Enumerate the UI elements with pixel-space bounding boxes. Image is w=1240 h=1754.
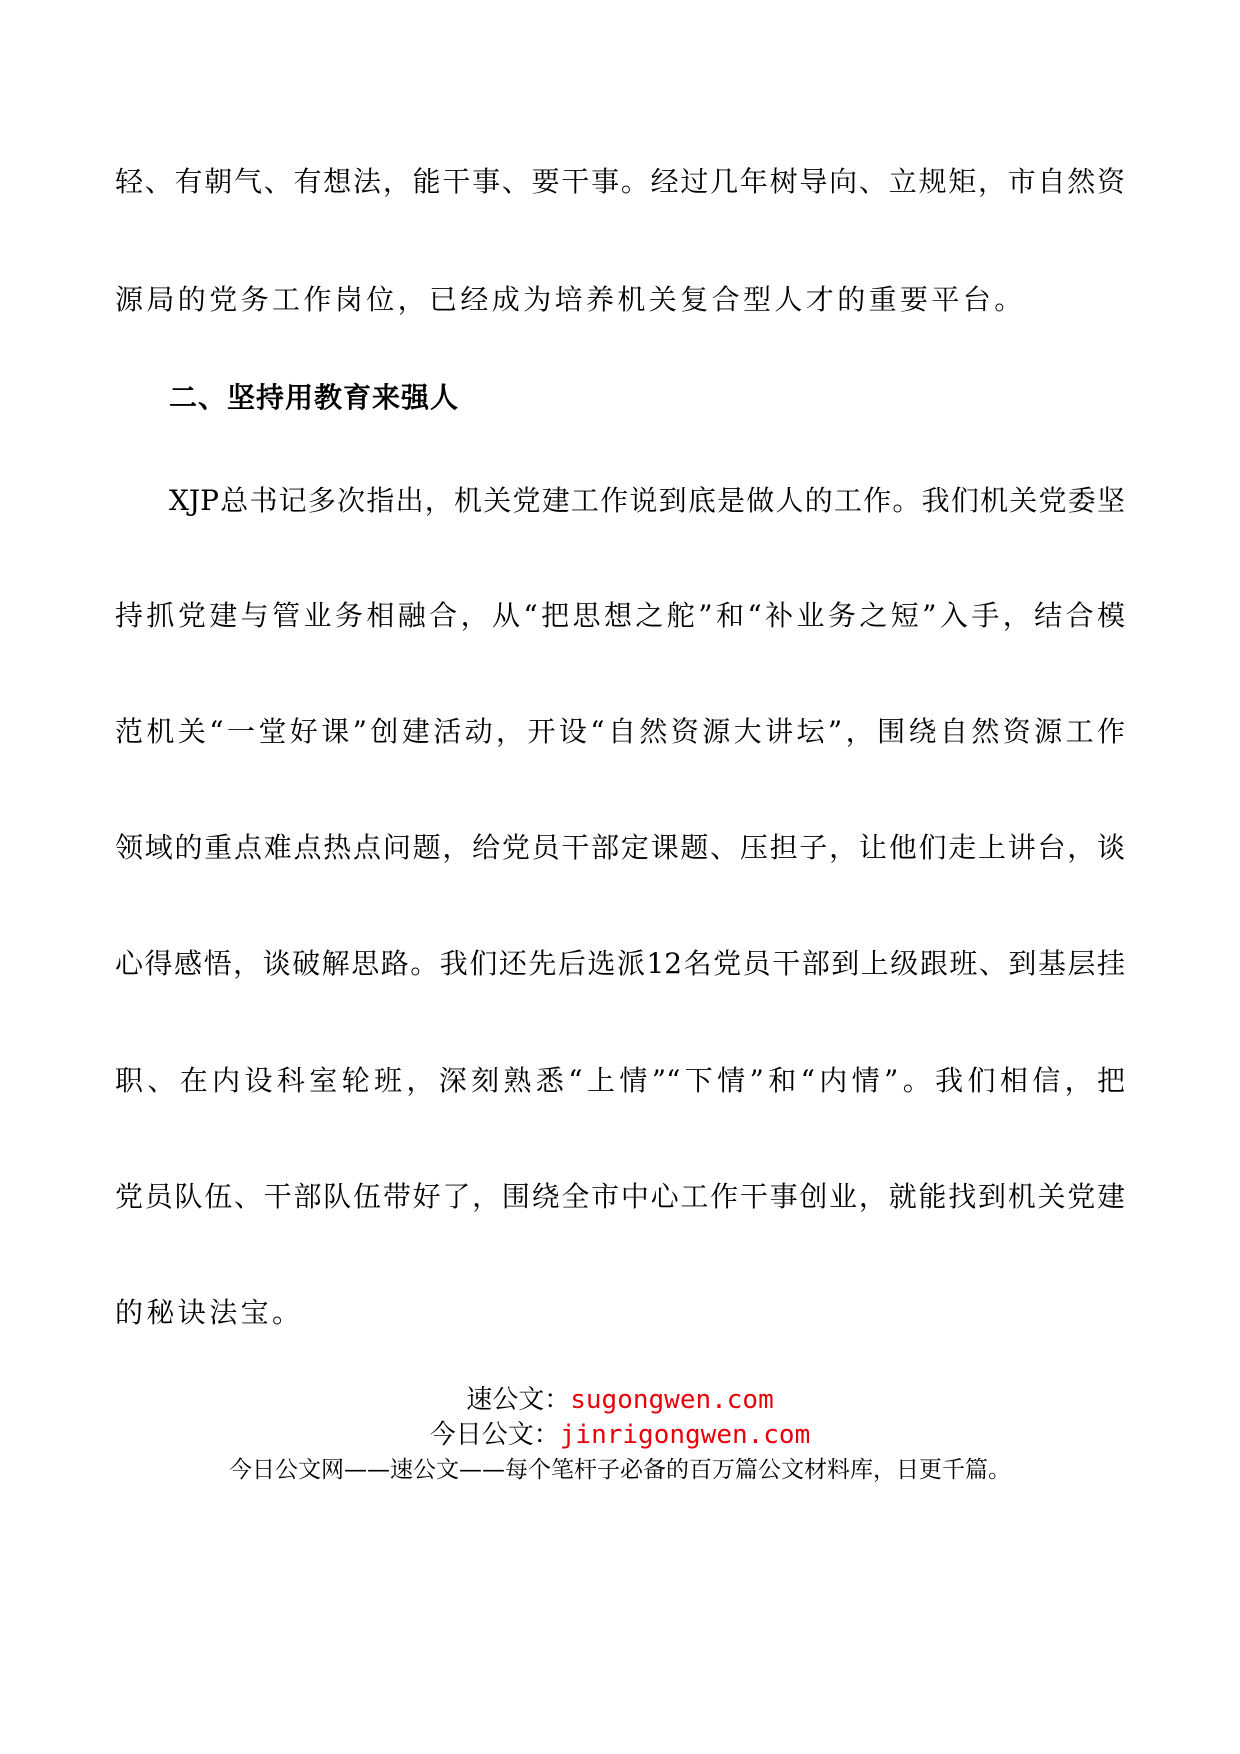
paragraph-line: 职、在内设科室轮班，深刻熟悉“上情”“下情”和“内情”。我们相信，把 <box>115 1064 1125 1097</box>
footer-site-label: 速公文： <box>466 1385 571 1415</box>
footer-site-sugongwen <box>0 1383 1240 1417</box>
footer-site-link[interactable]: sugongwen.com <box>570 1385 774 1415</box>
footer-site-label: 今日公文： <box>429 1420 560 1450</box>
paragraph-line: 范机关“一堂好课”创建活动，开设“自然资源大讲坛”，围绕自然资源工作 <box>115 715 1125 748</box>
paragraph-line: 的秘诀法宝。 <box>115 1296 304 1329</box>
footer-site-jinrigongwen <box>0 1418 1240 1452</box>
footer-slogan: 今日公文网——速公文——每个笔杆子必备的百万篇公文材料库，日更千篇。 <box>229 1457 1011 1483</box>
paragraph-line: 领域的重点难点热点问题，给党员干部定课题、压担子，让他们走上讲台，谈 <box>115 831 1125 864</box>
body-line: 源局的党务工作岗位，已经成为培养机关复合型人才的重要平台。 <box>115 283 1026 316</box>
paragraph-line: 持抓党建与管业务相融合，从“把思想之舵”和“补业务之短”入手，结合模 <box>115 599 1125 632</box>
footer-site-link[interactable]: jinrigongwen.com <box>559 1420 811 1450</box>
paragraph-line: 党员队伍、干部队伍带好了，围绕全市中心工作干事创业，就能找到机关党建 <box>115 1180 1125 1213</box>
paragraph-line: 心得感悟，谈破解思路。我们还先后选派12名党员干部到上级跟班、到基层挂 <box>115 947 1125 980</box>
body-line: 轻、有朝气、有想法，能干事、要干事。经过几年树导向、立规矩，市自然资 <box>115 165 1125 198</box>
section-heading: 二、坚持用教育来强人 <box>169 381 460 414</box>
paragraph-line: XJP总书记多次指出，机关党建工作说到底是做人的工作。我们机关党委坚 <box>169 484 1125 517</box>
